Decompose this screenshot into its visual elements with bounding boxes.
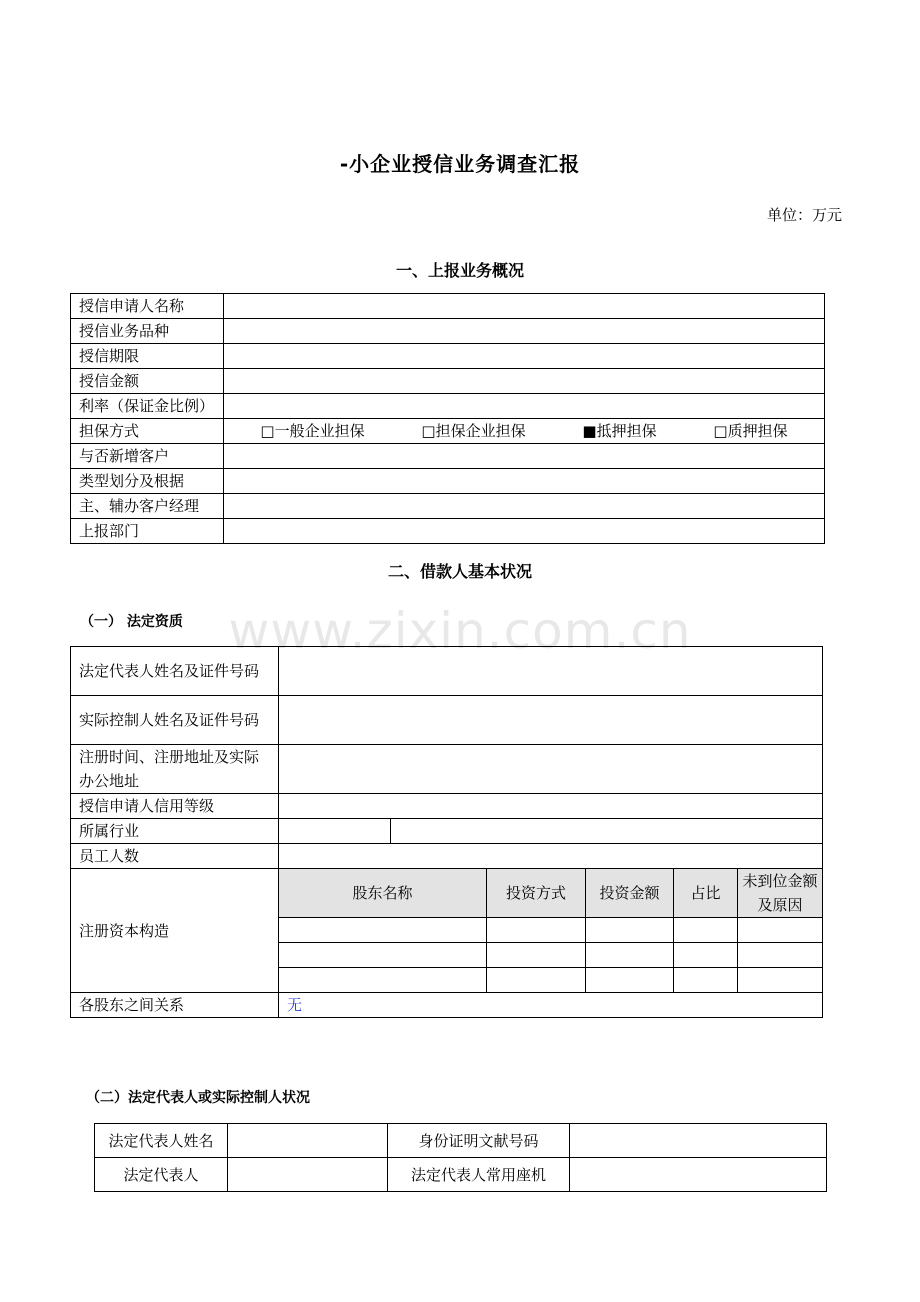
table-row [71, 794, 823, 819]
industry-name-field[interactable] [391, 819, 823, 844]
credit-amount-field[interactable] [224, 369, 825, 394]
qualification-table [70, 646, 823, 1018]
account-manager-field[interactable] [224, 494, 825, 519]
unpaid-cell[interactable] [738, 968, 823, 993]
shareholder-relations-field[interactable]: 无 [279, 993, 823, 1018]
employees-field[interactable] [279, 844, 823, 869]
row-label: 身份证明文献号码 [388, 1124, 570, 1158]
shareholder-name-cell[interactable] [279, 943, 487, 968]
column-header-invest-method: 投资方式 [487, 869, 586, 918]
credit-term-field[interactable] [224, 344, 825, 369]
subsection1-heading: （一） 法定资质 [80, 614, 183, 630]
interest-rate-field[interactable] [224, 394, 825, 419]
row-label: 法定代表人姓名 [95, 1124, 228, 1158]
row-label: 担保方式 [71, 419, 224, 444]
invest-amount-cell[interactable] [586, 968, 674, 993]
row-label: 员工人数 [71, 844, 279, 869]
row-label: 法定代表人常用座机 [388, 1158, 570, 1192]
row-label: 法定代表人姓名及证件号码 [71, 647, 279, 696]
table-row [71, 745, 823, 794]
capital-header-row [71, 869, 823, 918]
column-header-ratio: 占比 [674, 869, 738, 918]
row-label: 注册时间、注册地址及实际办公地址 [71, 745, 279, 794]
table-row [71, 647, 823, 696]
overview-table [70, 293, 825, 544]
legal-rep-table [94, 1123, 827, 1192]
classification-field[interactable] [224, 469, 825, 494]
table-row [71, 519, 825, 544]
guarantee-option-guarantor[interactable]: □担保企业担保 [421, 422, 526, 440]
row-label: 授信申请人信用等级 [71, 794, 279, 819]
legal-rep-id-field[interactable] [279, 647, 823, 696]
row-label: 授信期限 [71, 344, 224, 369]
column-header-shareholder: 股东名称 [279, 869, 487, 918]
row-label: 法定代表人 [95, 1158, 228, 1192]
reporting-dept-field[interactable] [224, 519, 825, 544]
row-label: 实际控制人姓名及证件号码 [71, 696, 279, 745]
new-customer-field[interactable] [224, 444, 825, 469]
table-row [71, 494, 825, 519]
invest-amount-cell[interactable] [586, 943, 674, 968]
table-row [71, 696, 823, 745]
row-label: 授信申请人名称 [71, 294, 224, 319]
business-type-field[interactable] [224, 319, 825, 344]
id-number-field[interactable] [570, 1124, 827, 1158]
table-row [71, 394, 825, 419]
row-label: 主、辅办客户经理 [71, 494, 224, 519]
ratio-cell[interactable] [674, 918, 738, 943]
table-row [71, 319, 825, 344]
table-row [71, 419, 825, 444]
table-row [71, 369, 825, 394]
column-header-invest-amount: 投资金额 [586, 869, 674, 918]
table-row [71, 819, 823, 844]
table-row [71, 444, 825, 469]
table-row [71, 294, 825, 319]
table-row [71, 993, 823, 1018]
invest-method-cell[interactable] [487, 968, 586, 993]
row-label: 上报部门 [71, 519, 224, 544]
registration-field[interactable] [279, 745, 823, 794]
guarantee-option-general[interactable]: □一般企业担保 [260, 422, 365, 440]
controller-id-field[interactable] [279, 696, 823, 745]
invest-method-cell[interactable] [487, 918, 586, 943]
row-label: 所属行业 [71, 819, 279, 844]
column-header-unpaid: 未到位金额及原因 [738, 869, 823, 918]
shareholder-name-cell[interactable] [279, 918, 487, 943]
guarantee-option-mortgage[interactable]: ■抵押担保 [582, 422, 657, 440]
table-row [95, 1158, 827, 1192]
invest-method-cell[interactable] [487, 943, 586, 968]
unpaid-cell[interactable] [738, 943, 823, 968]
ratio-cell[interactable] [674, 968, 738, 993]
legal-rep-field[interactable] [228, 1158, 388, 1192]
invest-amount-cell[interactable] [586, 918, 674, 943]
table-row [95, 1124, 827, 1158]
unit-label: 单位：万元 [766, 206, 842, 224]
section2-heading: 二、借款人基本状况 [387, 562, 532, 581]
guarantee-options [224, 419, 825, 444]
row-label: 注册资本构造 [71, 869, 279, 993]
table-row [71, 844, 823, 869]
unpaid-cell[interactable] [738, 918, 823, 943]
row-label: 授信金额 [71, 369, 224, 394]
subsection2-heading: （二）法定代表人或实际控制人状况 [86, 1090, 310, 1106]
watermark: www.zixin.com.cn [228, 602, 692, 660]
applicant-name-field[interactable] [224, 294, 825, 319]
row-label: 类型划分及根据 [71, 469, 224, 494]
row-label: 授信业务品种 [71, 319, 224, 344]
landline-field[interactable] [570, 1158, 827, 1192]
guarantee-option-pledge[interactable]: □质押担保 [713, 422, 788, 440]
report-title: -小企业授信业务调查汇报 [339, 152, 581, 176]
row-label: 与否新增客户 [71, 444, 224, 469]
section1-heading: 一、上报业务概况 [395, 261, 524, 280]
shareholder-name-cell[interactable] [279, 968, 487, 993]
table-row [71, 469, 825, 494]
credit-rating-field[interactable] [279, 794, 823, 819]
legal-rep-name-field[interactable] [228, 1124, 388, 1158]
row-label: 利率（保证金比例） [71, 394, 224, 419]
row-label: 各股东之间关系 [71, 993, 279, 1018]
table-row [71, 344, 825, 369]
industry-code-field[interactable] [279, 819, 391, 844]
ratio-cell[interactable] [674, 943, 738, 968]
